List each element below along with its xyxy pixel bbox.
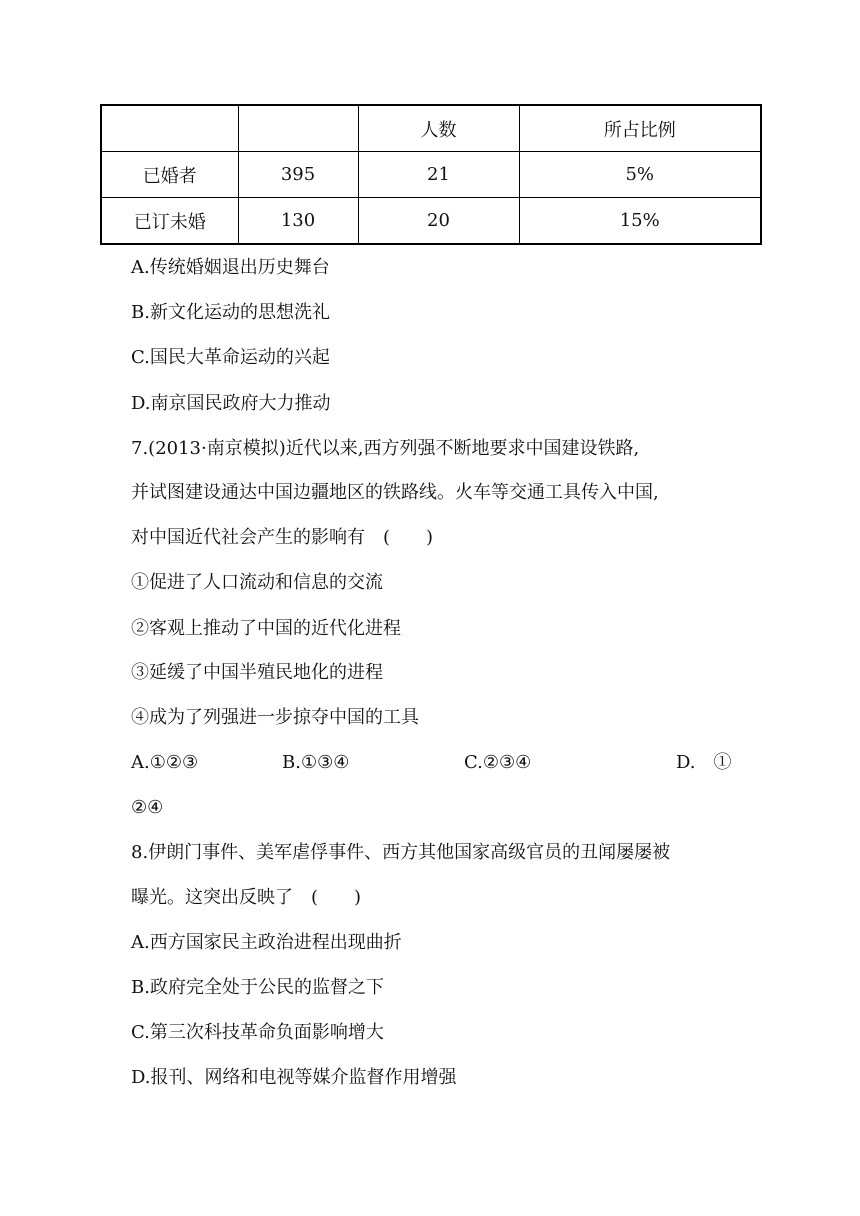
q7-statement-4: ④成为了列强进一步掠夺中国的工具 bbox=[131, 707, 419, 728]
table-row bbox=[101, 152, 761, 198]
table-cell: 已婚者 bbox=[101, 152, 238, 198]
table-header-row bbox=[101, 105, 761, 152]
q7-statement-3: ③延缓了中国半殖民地化的进程 bbox=[131, 662, 383, 683]
statistics-table bbox=[100, 104, 762, 245]
q6-option-b: B.新文化运动的思想洗礼 bbox=[131, 302, 330, 323]
q6-option-d: D.南京国民政府大力推动 bbox=[131, 393, 331, 414]
q8-option-d: D.报刊、网络和电视等媒介监督作用增强 bbox=[131, 1067, 457, 1088]
q6-option-a: A.传统婚姻退出历史舞台 bbox=[131, 257, 330, 278]
table-cell: 130 bbox=[238, 198, 358, 245]
table-header-cell bbox=[101, 105, 238, 152]
table-header-cell bbox=[238, 105, 358, 152]
q7-stem-line-3: 对中国近代社会产生的影响有 ( ) bbox=[131, 527, 434, 548]
q8-stem-line-1: 8.伊朗门事件、美军虐俘事件、西方其他国家高级官员的丑闻屡屡被 bbox=[131, 842, 671, 863]
q7-stem-line-1: 7.(2013·南京模拟)近代以来,西方列强不断地要求中国建设铁路, bbox=[131, 438, 640, 459]
table-cell: 5% bbox=[519, 152, 761, 198]
q8-option-a: A.西方国家民主政治进程出现曲折 bbox=[131, 932, 402, 953]
table-cell: 21 bbox=[358, 152, 519, 198]
table-cell: 15% bbox=[519, 198, 761, 245]
q7-stem-line-2: 并试图建设通达中国边疆地区的铁路线。火车等交通工具传入中国, bbox=[131, 482, 659, 503]
q8-option-b: B.政府完全处于公民的监督之下 bbox=[131, 977, 384, 998]
q6-option-c: C.国民大革命运动的兴起 bbox=[131, 347, 330, 368]
q8-stem-line-2: 曝光。这突出反映了 ( ) bbox=[131, 887, 362, 908]
q7-option-d-continued: ②④ bbox=[131, 797, 164, 818]
table-cell: 20 bbox=[358, 198, 519, 245]
q8-option-c: C.第三次科技革命负面影响增大 bbox=[131, 1022, 384, 1043]
q7-option-c: C.②③④ bbox=[464, 752, 532, 773]
q7-option-d: D. ① bbox=[676, 752, 732, 773]
table-header-cell: 人数 bbox=[358, 105, 519, 152]
table-cell: 已订未婚 bbox=[101, 198, 238, 245]
table-row bbox=[101, 198, 761, 245]
q7-statement-2: ②客观上推动了中国的近代化进程 bbox=[131, 618, 401, 639]
q7-statement-1: ①促进了人口流动和信息的交流 bbox=[131, 572, 383, 593]
table-header-cell: 所占比例 bbox=[519, 105, 761, 152]
q7-option-a: A.①②③ bbox=[131, 752, 199, 773]
table-cell: 395 bbox=[238, 152, 358, 198]
q7-option-b: B.①③④ bbox=[282, 752, 350, 773]
